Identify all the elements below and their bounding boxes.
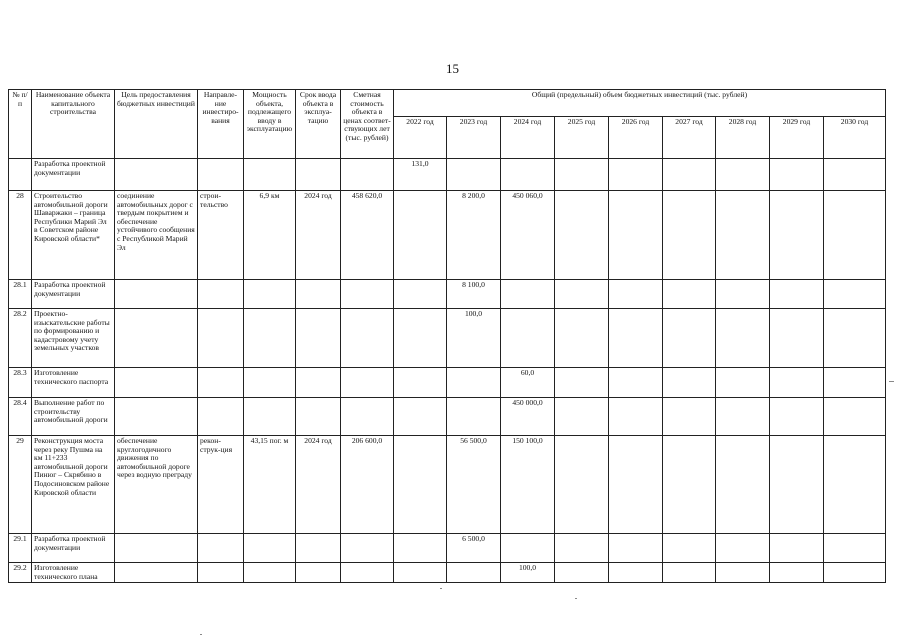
table-row: [9, 436, 886, 534]
year-amount-cell: [447, 368, 501, 398]
commissioning-term-cell: [296, 563, 341, 583]
row-number-cell: 29: [9, 436, 32, 534]
year-amount-cell: [609, 309, 663, 368]
year-amount-cell: [770, 191, 824, 280]
year-amount-cell: [394, 398, 447, 436]
table-row: [9, 191, 886, 280]
year-amount-cell: [824, 159, 886, 191]
year-amount-cell: [447, 398, 501, 436]
year-amount-cell: [770, 563, 824, 583]
year-amount-cell: [555, 398, 609, 436]
commissioning-term-cell: [296, 280, 341, 309]
year-amount-cell: [663, 398, 716, 436]
year-amount-cell: [555, 368, 609, 398]
year-amount-cell: 8 200,0: [447, 191, 501, 280]
commissioning-term-cell: [296, 368, 341, 398]
capacity-cell: 43,15 пог. м: [244, 436, 296, 534]
table-row: [9, 563, 886, 583]
capacity-cell: [244, 563, 296, 583]
header-goal: Цель предоставления бюджетных инвестиций: [115, 90, 198, 159]
investment-direction-cell: [198, 159, 244, 191]
year-amount-cell: [555, 534, 609, 563]
year-amount-cell: [770, 534, 824, 563]
year-amount-cell: [501, 534, 555, 563]
scan-mark: [575, 598, 577, 599]
year-amount-cell: [824, 368, 886, 398]
capacity-cell: [244, 159, 296, 191]
row-number-cell: 29.1: [9, 534, 32, 563]
investment-goal-cell: [115, 534, 198, 563]
year-amount-cell: 6 500,0: [447, 534, 501, 563]
year-amount-cell: [770, 159, 824, 191]
year-amount-cell: [609, 534, 663, 563]
scan-mark: [200, 634, 202, 635]
scan-mark: [440, 588, 442, 589]
investment-goal-cell: [115, 398, 198, 436]
year-amount-cell: [555, 191, 609, 280]
estimated-cost-cell: [341, 280, 394, 309]
commissioning-term-cell: [296, 534, 341, 563]
page-number: 15: [446, 61, 459, 76]
year-amount-cell: [394, 280, 447, 309]
capacity-cell: [244, 368, 296, 398]
year-amount-cell: 131,0: [394, 159, 447, 191]
year-amount-cell: [716, 159, 770, 191]
year-amount-cell: [716, 563, 770, 583]
header-total: Общий (предельный) объем бюджетных инвестиций (тыс. рублей): [394, 90, 886, 117]
estimated-cost-cell: 206 600,0: [341, 436, 394, 534]
commissioning-term-cell: [296, 159, 341, 191]
year-amount-cell: [555, 436, 609, 534]
year-amount-cell: [609, 436, 663, 534]
year-amount-cell: [394, 191, 447, 280]
year-amount-cell: 450 000,0: [501, 398, 555, 436]
year-amount-cell: 100,0: [447, 309, 501, 368]
header-year: 2030 год: [824, 117, 886, 159]
year-amount-cell: [555, 280, 609, 309]
year-amount-cell: [824, 563, 886, 583]
row-number-cell: 28.4: [9, 398, 32, 436]
header-capacity: Мощность объекта, подлежащего вводу в эксплуатацию: [244, 90, 296, 159]
row-number-cell: 28.1: [9, 280, 32, 309]
year-amount-cell: [447, 563, 501, 583]
table-row: [9, 398, 886, 436]
year-amount-cell: [824, 398, 886, 436]
capacity-cell: [244, 534, 296, 563]
commissioning-term-cell: [296, 398, 341, 436]
investment-direction-cell: [198, 563, 244, 583]
investment-goal-cell: [115, 368, 198, 398]
budget-investments-table: [8, 89, 886, 583]
year-amount-cell: [663, 280, 716, 309]
year-amount-cell: [663, 159, 716, 191]
commissioning-term-cell: 2024 год: [296, 191, 341, 280]
year-amount-cell: [716, 309, 770, 368]
year-amount-cell: [447, 159, 501, 191]
header-year: 2022 год: [394, 117, 447, 159]
investment-goal-cell: соединение автомобильных дорог с твердым покрытием и обеспечение устойчивого сообщения с Республикой Марий Эл: [115, 191, 198, 280]
capacity-cell: [244, 398, 296, 436]
year-amount-cell: [716, 436, 770, 534]
year-amount-cell: [824, 280, 886, 309]
commissioning-term-cell: 2024 год: [296, 436, 341, 534]
year-amount-cell: [394, 436, 447, 534]
year-amount-cell: [663, 368, 716, 398]
header-year: 2027 год: [663, 117, 716, 159]
commissioning-term-cell: [296, 309, 341, 368]
capacity-cell: 6,9 км: [244, 191, 296, 280]
object-name-cell: Разработка проектной документации: [32, 280, 115, 309]
header-year: 2023 год: [447, 117, 501, 159]
year-amount-cell: [770, 368, 824, 398]
header-year: 2029 год: [770, 117, 824, 159]
year-amount-cell: [716, 280, 770, 309]
header-year: 2024 год: [501, 117, 555, 159]
header-num: № п/п: [9, 90, 32, 159]
header-year: 2028 год: [716, 117, 770, 159]
year-amount-cell: [770, 280, 824, 309]
year-amount-cell: [609, 563, 663, 583]
year-amount-cell: [555, 309, 609, 368]
year-amount-cell: [770, 436, 824, 534]
row-number-cell: 28.3: [9, 368, 32, 398]
scan-mark: [889, 381, 894, 382]
year-amount-cell: [609, 398, 663, 436]
year-amount-cell: [609, 191, 663, 280]
object-name-cell: Разработка проектной документации: [32, 534, 115, 563]
object-name-cell: Реконструкция моста через реку Пушма на км 11+233 автомобильной дороги Пинюг – Скрябино в Подосиновском районе Кировской области: [32, 436, 115, 534]
row-number-cell: 28.2: [9, 309, 32, 368]
year-amount-cell: 450 060,0: [501, 191, 555, 280]
year-amount-cell: [394, 309, 447, 368]
object-name-cell: Строительство автомобильной дороги Шаваржаки – граница Республики Марий Эл в Советском районе Кировской области*: [32, 191, 115, 280]
estimated-cost-cell: [341, 534, 394, 563]
table-row: [9, 159, 886, 191]
year-amount-cell: [663, 191, 716, 280]
year-amount-cell: [824, 436, 886, 534]
capacity-cell: [244, 309, 296, 368]
year-amount-cell: 100,0: [501, 563, 555, 583]
year-amount-cell: [501, 159, 555, 191]
investment-goal-cell: [115, 280, 198, 309]
investment-direction-cell: строи-тельство: [198, 191, 244, 280]
investment-goal-cell: [115, 159, 198, 191]
investment-direction-cell: [198, 280, 244, 309]
investment-direction-cell: [198, 309, 244, 368]
investment-direction-cell: [198, 534, 244, 563]
investment-direction-cell: [198, 398, 244, 436]
object-name-cell: Изготовление технического паспорта: [32, 368, 115, 398]
year-amount-cell: [716, 191, 770, 280]
header-direction: Направле-ние инвестиро-вания: [198, 90, 244, 159]
year-amount-cell: 56 500,0: [447, 436, 501, 534]
year-amount-cell: [716, 398, 770, 436]
estimated-cost-cell: [341, 563, 394, 583]
year-amount-cell: [394, 534, 447, 563]
table-row: [9, 534, 886, 563]
year-amount-cell: [663, 534, 716, 563]
table-row: [9, 368, 886, 398]
investment-goal-cell: [115, 563, 198, 583]
year-amount-cell: 60,0: [501, 368, 555, 398]
estimated-cost-cell: 458 620,0: [341, 191, 394, 280]
year-amount-cell: [394, 368, 447, 398]
year-amount-cell: [394, 563, 447, 583]
header-year: 2025 год: [555, 117, 609, 159]
table-row: [9, 309, 886, 368]
row-number-cell: [9, 159, 32, 191]
investment-direction-cell: рекон-струк-ция: [198, 436, 244, 534]
header-cost: Сметная стоимость объекта в ценах соответ-ствующих лет (тыс. рублей): [341, 90, 394, 159]
row-number-cell: 28: [9, 191, 32, 280]
year-amount-cell: [501, 280, 555, 309]
year-amount-cell: [824, 534, 886, 563]
year-amount-cell: [716, 534, 770, 563]
header-term: Срок ввода объекта в эксплуа-тацию: [296, 90, 341, 159]
year-amount-cell: [716, 368, 770, 398]
header-year: 2026 год: [609, 117, 663, 159]
capacity-cell: [244, 280, 296, 309]
estimated-cost-cell: [341, 398, 394, 436]
object-name-cell: Разработка проектной документации: [32, 159, 115, 191]
year-amount-cell: [501, 309, 555, 368]
year-amount-cell: [609, 368, 663, 398]
year-amount-cell: [663, 309, 716, 368]
investment-direction-cell: [198, 368, 244, 398]
object-name-cell: Выполнение работ по строительству автомобильной дороги: [32, 398, 115, 436]
year-amount-cell: [770, 309, 824, 368]
row-number-cell: 29.2: [9, 563, 32, 583]
investment-goal-cell: обеспечение круглогодичного движения по автомобильной дороге через водную преграду: [115, 436, 198, 534]
table-row: [9, 280, 886, 309]
estimated-cost-cell: [341, 368, 394, 398]
header-name: Наименование объекта капитального строительства: [32, 90, 115, 159]
table-body: [9, 159, 886, 583]
object-name-cell: Изготовление технического плана: [32, 563, 115, 583]
year-amount-cell: 8 100,0: [447, 280, 501, 309]
year-amount-cell: [824, 191, 886, 280]
year-amount-cell: [824, 309, 886, 368]
year-amount-cell: [663, 436, 716, 534]
estimated-cost-cell: [341, 309, 394, 368]
year-amount-cell: [770, 398, 824, 436]
year-amount-cell: [555, 159, 609, 191]
year-amount-cell: [663, 563, 716, 583]
year-amount-cell: [609, 280, 663, 309]
estimated-cost-cell: [341, 159, 394, 191]
object-name-cell: Проектно-изыскательские работы по формированию и кадастровому учету земельных участков: [32, 309, 115, 368]
year-amount-cell: [609, 159, 663, 191]
investment-goal-cell: [115, 309, 198, 368]
year-amount-cell: 150 100,0: [501, 436, 555, 534]
year-amount-cell: [555, 563, 609, 583]
